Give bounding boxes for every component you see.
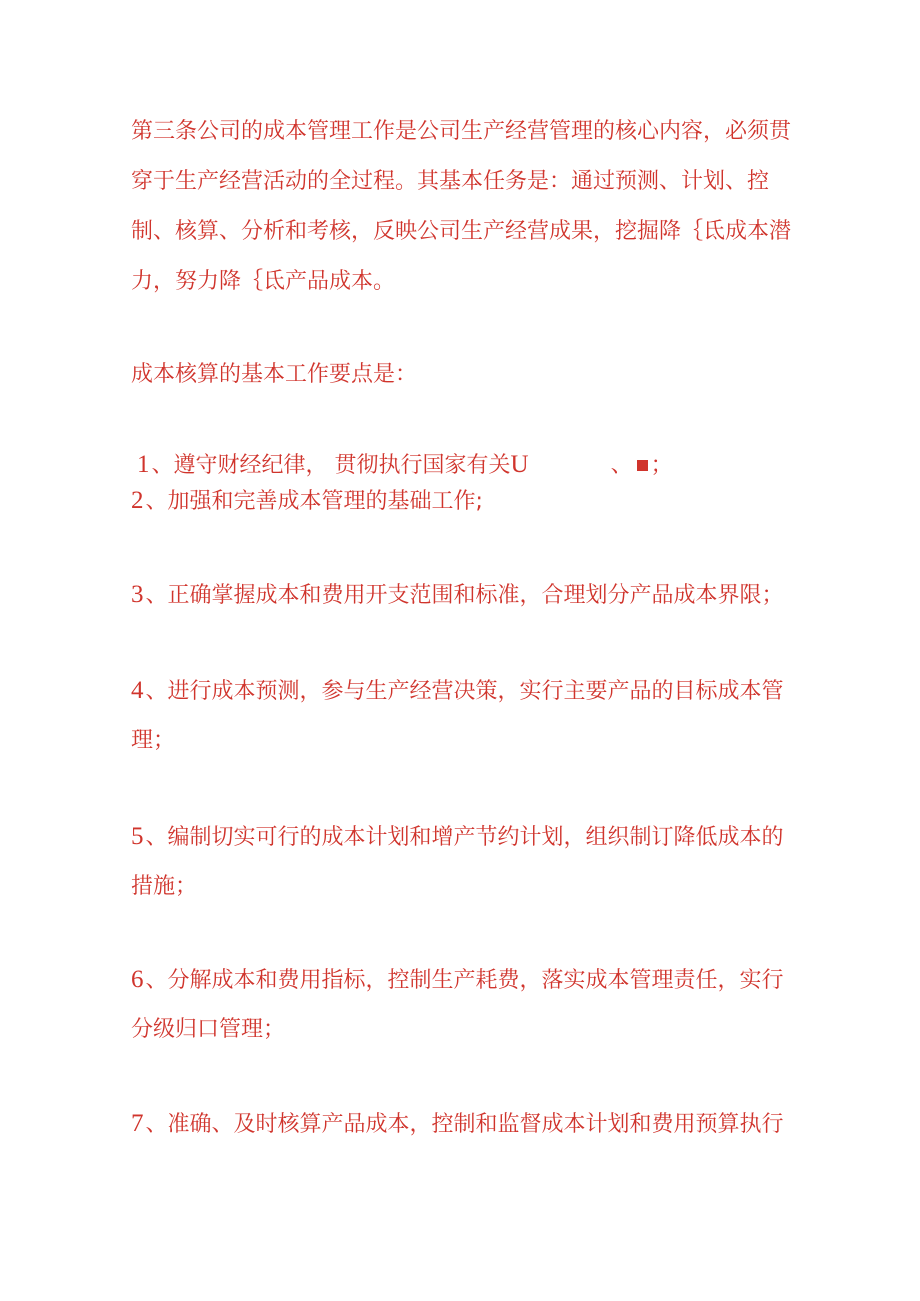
- item-number: 3: [131, 581, 144, 608]
- item-text: 、遵守财经纪律， 贯彻执行国家有关: [151, 453, 511, 478]
- item-semicolon: ；: [650, 453, 673, 478]
- article3-line-3: 制、核算、分析和考核，反映公司生产经营成果，挖掘降｛氐成本潜: [131, 219, 792, 244]
- list-item-6: [131, 965, 784, 996]
- item-text: 、准确、及时核算产品成本，控制和监督成本计划和费用预算执行: [145, 1112, 784, 1137]
- list-item-5: [131, 822, 784, 853]
- article3-line-1: 第三条公司的成本管理工作是公司生产经营管理的核心内容，必须贯: [131, 119, 792, 144]
- list-item-5-cont: 措施；: [131, 874, 198, 899]
- item-number: 4: [131, 677, 144, 704]
- list-item-6-cont: 分级归口管理；: [131, 1017, 286, 1042]
- item-number: 5: [131, 823, 144, 850]
- item-text: 、正确掌握成本和费用开支范围和标准，合理划分产品成本界限；: [145, 583, 784, 608]
- section-heading: 成本核算的基本工作要点是：: [131, 362, 418, 387]
- item-text: 、加强和完善成本管理的基础工作;: [145, 489, 483, 514]
- list-item-1: [137, 450, 673, 481]
- list-item-3: [131, 580, 784, 611]
- item-trail: 、: [610, 453, 633, 478]
- list-item-2: [131, 486, 483, 517]
- item-text: 、编制切实可行的成本计划和增产节约计划，组织制订降低成本的: [145, 825, 784, 850]
- item-number: 1: [137, 451, 150, 478]
- list-item-4-cont: 理；: [131, 728, 176, 753]
- list-item-4: [131, 676, 784, 707]
- item-text: 、分解成本和费用指标，控制生产耗费，落实成本管理责任，实行: [145, 968, 784, 993]
- article3-line-2: 穿于生产经营活动的全过程。其基本任务是：通过预测、计划、控: [131, 169, 770, 194]
- stray-glyph: U: [510, 451, 529, 478]
- item-number: 7: [131, 1110, 144, 1137]
- item-text: 、进行成本预测，参与生产经营决策，实行主要产品的目标成本管: [145, 679, 784, 704]
- list-item-7: [131, 1109, 784, 1140]
- item-number: 6: [131, 966, 144, 993]
- square-mark-icon: [637, 460, 648, 471]
- article3-line-4: 力，努力降｛氐产品成本。: [131, 269, 396, 294]
- item-number: 2: [131, 487, 144, 514]
